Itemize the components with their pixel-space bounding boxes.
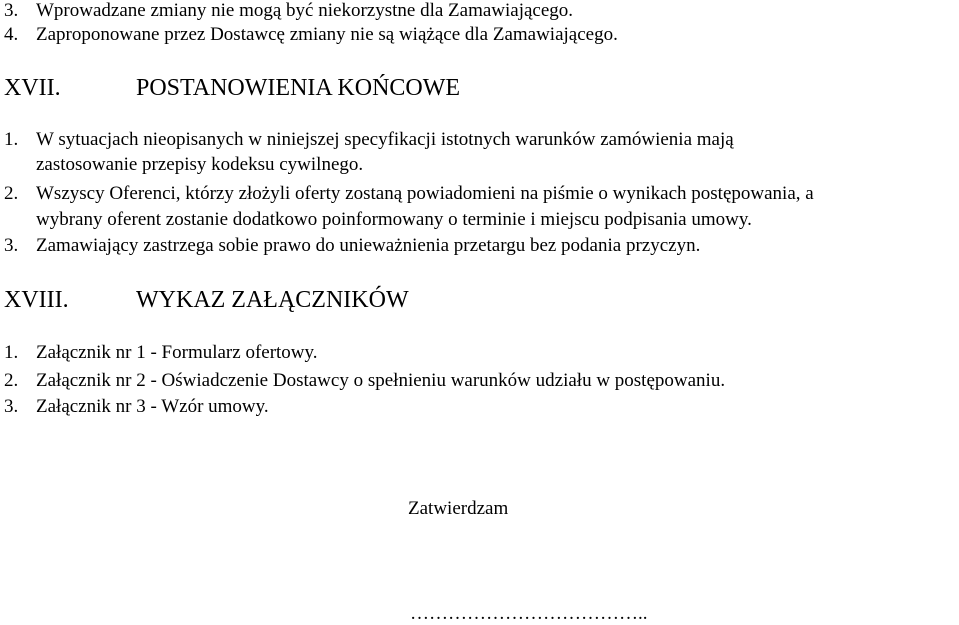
list-item-text: Wprowadzane zmiany nie mogą być niekorzystne dla Zamawiającego.: [36, 0, 574, 21]
section-heading-number: XVIII.: [4, 287, 69, 313]
list-item-text: W sytuacjach nieopisanych w niniejszej specyfikacji istotnych warunków zamówienia mają: [36, 129, 734, 150]
list-item-text: Załącznik nr 1 - Formularz ofertowy.: [36, 342, 318, 363]
list-item-text: Załącznik nr 3 - Wzór umowy.: [36, 396, 269, 417]
list-item-number: 3.: [4, 0, 19, 21]
section-heading-title: WYKAZ ZAŁĄCZNIKÓW: [136, 287, 409, 313]
signature-label: Zatwierdzam: [408, 498, 509, 519]
section-heading-title: POSTANOWIENIA KOŃCOWE: [136, 75, 461, 101]
list-item-text: Załącznik nr 2 - Oświadczenie Dostawcy o spełnieniu warunków udziału w postępowaniu.: [36, 370, 726, 391]
list-item-text: Wszyscy Oferenci, którzy złożyli oferty zostaną powiadomieni na piśmie o wynikach postępowania, a: [36, 183, 814, 204]
list-item-text: zastosowanie przepisy kodeksu cywilnego.: [36, 154, 364, 175]
list-item-number: 1.: [4, 342, 19, 363]
list-item-number: 2.: [4, 183, 19, 204]
signature-line: ………………………………..: [410, 603, 648, 624]
list-item-text: Zamawiający zastrzega sobie prawo do unieważnienia przetargu bez podania przyczyn.: [36, 235, 701, 256]
list-item-number: 3.: [4, 235, 19, 256]
list-item-number: 2.: [4, 370, 19, 391]
list-item-number: 3.: [4, 396, 19, 417]
list-item-number: 1.: [4, 129, 19, 150]
list-item-text: Zaproponowane przez Dostawcę zmiany nie są wiążące dla Zamawiającego.: [36, 24, 618, 45]
list-item-text: wybrany oferent zostanie dodatkowo poinformowany o terminie i miejscu podpisania umowy.: [36, 209, 752, 230]
list-item-number: 4.: [4, 24, 19, 45]
section-heading-number: XVII.: [4, 75, 61, 101]
